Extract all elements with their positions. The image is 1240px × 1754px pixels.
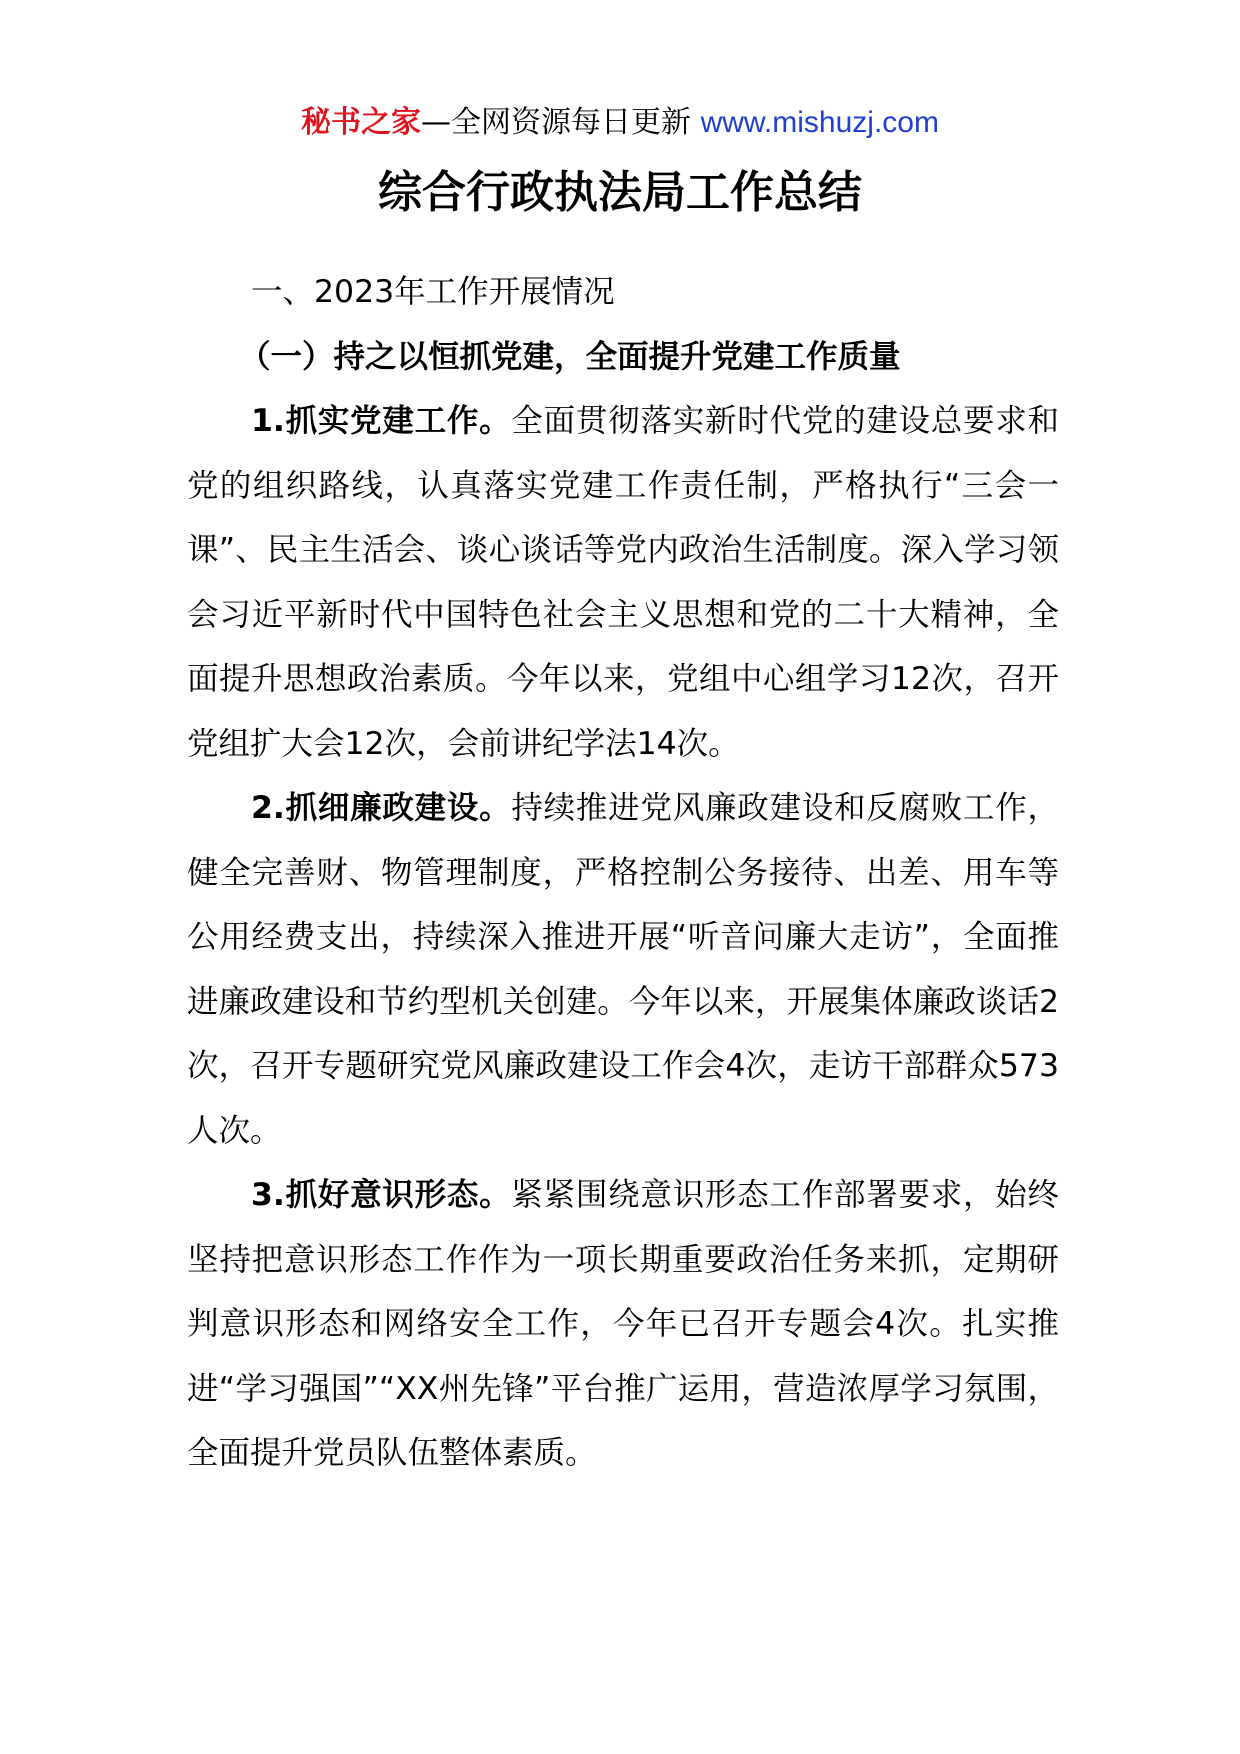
paragraph-lead: 3.抓好意识形态。 [251,1177,512,1213]
paragraph-lead: 2.抓细廉政建设。 [251,790,512,826]
document-body [187,260,1059,1486]
paragraph-integrity-building [187,776,1059,1163]
document-title: 综合行政执法局工作总结 [378,167,862,218]
site-brand: 秘书之家 [301,105,422,140]
paragraph-text: 全面贯彻落实新时代党的建设总要求和党的组织路线，认真落实党建工作责任制，严格执行“三会一课”、民主生活会、谈心谈话等党内政治生活制度。深入学习领会习近平新时代中国特色社会主义思想和党的二十大精神，全面提升思想政治素质。今年以来，党组中心组学习12次，召开党组扩大会12次，会前讲纪学法14次。 [187,403,1059,762]
paragraph-text: 持续推进党风廉政建设和反腐败工作，健全完善财、物管理制度，严格控制公务接待、出差、用车等公用经费支出，持续深入推进开展“听音问廉大走访”，全面推进廉政建设和节约型机关创建。今年以来，开展集体廉政谈话2次，召开专题研究党风廉政建设工作会4次，走访干部群众573人次。 [187,790,1059,1149]
paragraph-ideology [187,1163,1059,1486]
paragraph-lead: 1.抓实党建工作。 [251,403,512,439]
section-heading: 一、2023年工作开展情况 [251,274,615,310]
site-slogan: —全网资源每日更新 [421,105,701,140]
paragraph-text: 紧紧围绕意识形态工作部署要求，始终坚持把意识形态工作作为一项长期重要政治任务来抓，定期研判意识形态和网络安全工作，今年已召开专题会4次。扎实推进“学习强国”“XX州先锋”平台推广运用，营造浓厚学习氛围，全面提升党员队伍整体素质。 [187,1177,1059,1471]
site-header [0,101,1240,145]
subsection-heading: （一）持之以恒抓党建，全面提升党建工作质量 [239,338,901,375]
site-url-link[interactable]: www.mishuzj.com [700,106,939,139]
paragraph-party-building [187,389,1059,776]
